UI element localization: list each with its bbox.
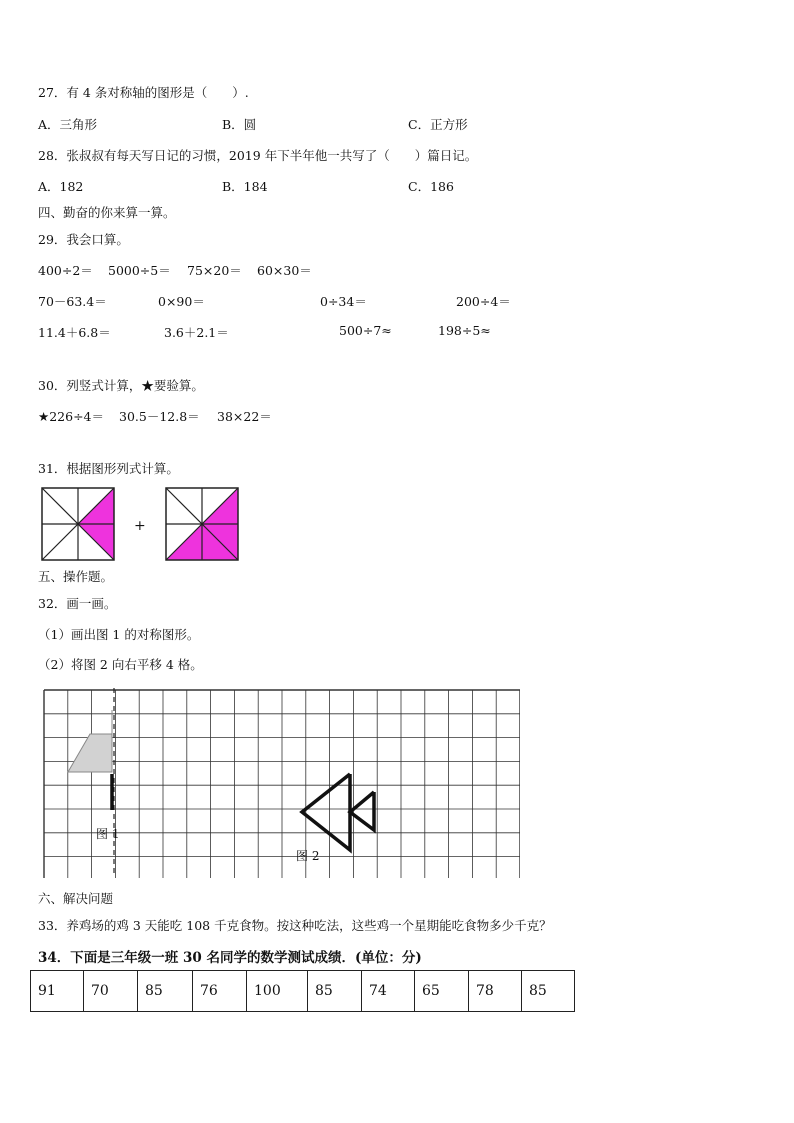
q32-sub2: （2）将图 2 向右平移 4 格。 [38,657,203,672]
q27-option-b: B．圆 [222,117,257,132]
q27-option-c: C．正方形 [408,117,468,132]
score-cell: 65 [415,971,469,1012]
score-cell: 100 [247,971,308,1012]
scores-table [30,970,575,1012]
q30-stem: 30．列竖式计算，★要验算。 [38,378,204,393]
score-cell: 74 [362,971,415,1012]
score-cell: 91 [31,971,84,1012]
q29-row2-item: 200÷4＝ [456,294,511,309]
q31-square-2 [164,486,240,562]
score-cell: 78 [469,971,522,1012]
q29-stem: 29．我会口算。 [38,232,129,247]
q30-item: ★226÷4＝ [38,409,104,424]
q29-row1-item: 400÷2＝ [38,263,93,278]
figure-2-label: 图 2 [296,849,320,863]
table-row [31,971,575,1012]
q29-row2-item: 0×90＝ [158,294,205,309]
q27-stem: 27．有 4 条对称轴的图形是（ ）. [38,85,249,100]
q30-item: 30.5－12.8＝ [119,409,200,424]
q33-stem: 33．养鸡场的鸡 3 天能吃 108 千克食物。按这种吃法，这些鸡一个星期能吃食物多少千克？ [38,918,552,933]
q29-row1-item: 60×30＝ [257,263,312,278]
q32-stem: 32．画一画。 [38,596,117,611]
q29-row3-item: 500÷7≈ [339,323,392,338]
score-cell: 85 [138,971,193,1012]
grid-lines [44,690,520,878]
figure-1-shape [68,710,112,772]
q31-stem: 31．根据图形列式计算。 [38,461,179,476]
q29-row1-item: 75×20＝ [187,263,242,278]
q29-row3-item: 3.6＋2.1＝ [164,325,229,340]
section-4-heading: 四、勤奋的你来算一算。 [38,205,176,220]
q32-sub1: （1）画出图 1 的对称图形。 [38,627,200,642]
score-cell: 85 [522,971,575,1012]
q29-row2-item: 0÷34＝ [320,294,367,309]
score-cell: 85 [308,971,362,1012]
q30-item: 38×22＝ [217,409,272,424]
q29-row1-item: 5000÷5＝ [108,263,171,278]
score-cell: 76 [193,971,247,1012]
q28-option-b: B．184 [222,179,268,194]
section-5-heading: 五、操作题。 [38,569,114,584]
q28-stem: 28．张叔叔有每天写日记的习惯，2019 年下半年他一共写了（ ）篇日记。 [38,148,478,163]
q28-option-c: C．186 [408,179,454,194]
q27-option-a: A．三角形 [38,117,98,132]
q31-square-1 [40,486,116,562]
q34-stem: 34．下面是三年级一班 30 名同学的数学测试成绩．(单位：分) [38,950,422,966]
q29-row3-item: 11.4＋6.8＝ [38,325,111,340]
q32-grid [40,688,520,878]
q29-row2-item: 70－63.4＝ [38,294,107,309]
q29-row3-item: 198÷5≈ [438,323,491,338]
q28-option-a: A．182 [38,179,84,194]
plus-sign: + [134,518,146,534]
figure-1-label: 图 1 [96,827,120,841]
section-6-heading: 六、解决问题 [38,891,114,906]
score-cell: 70 [84,971,138,1012]
